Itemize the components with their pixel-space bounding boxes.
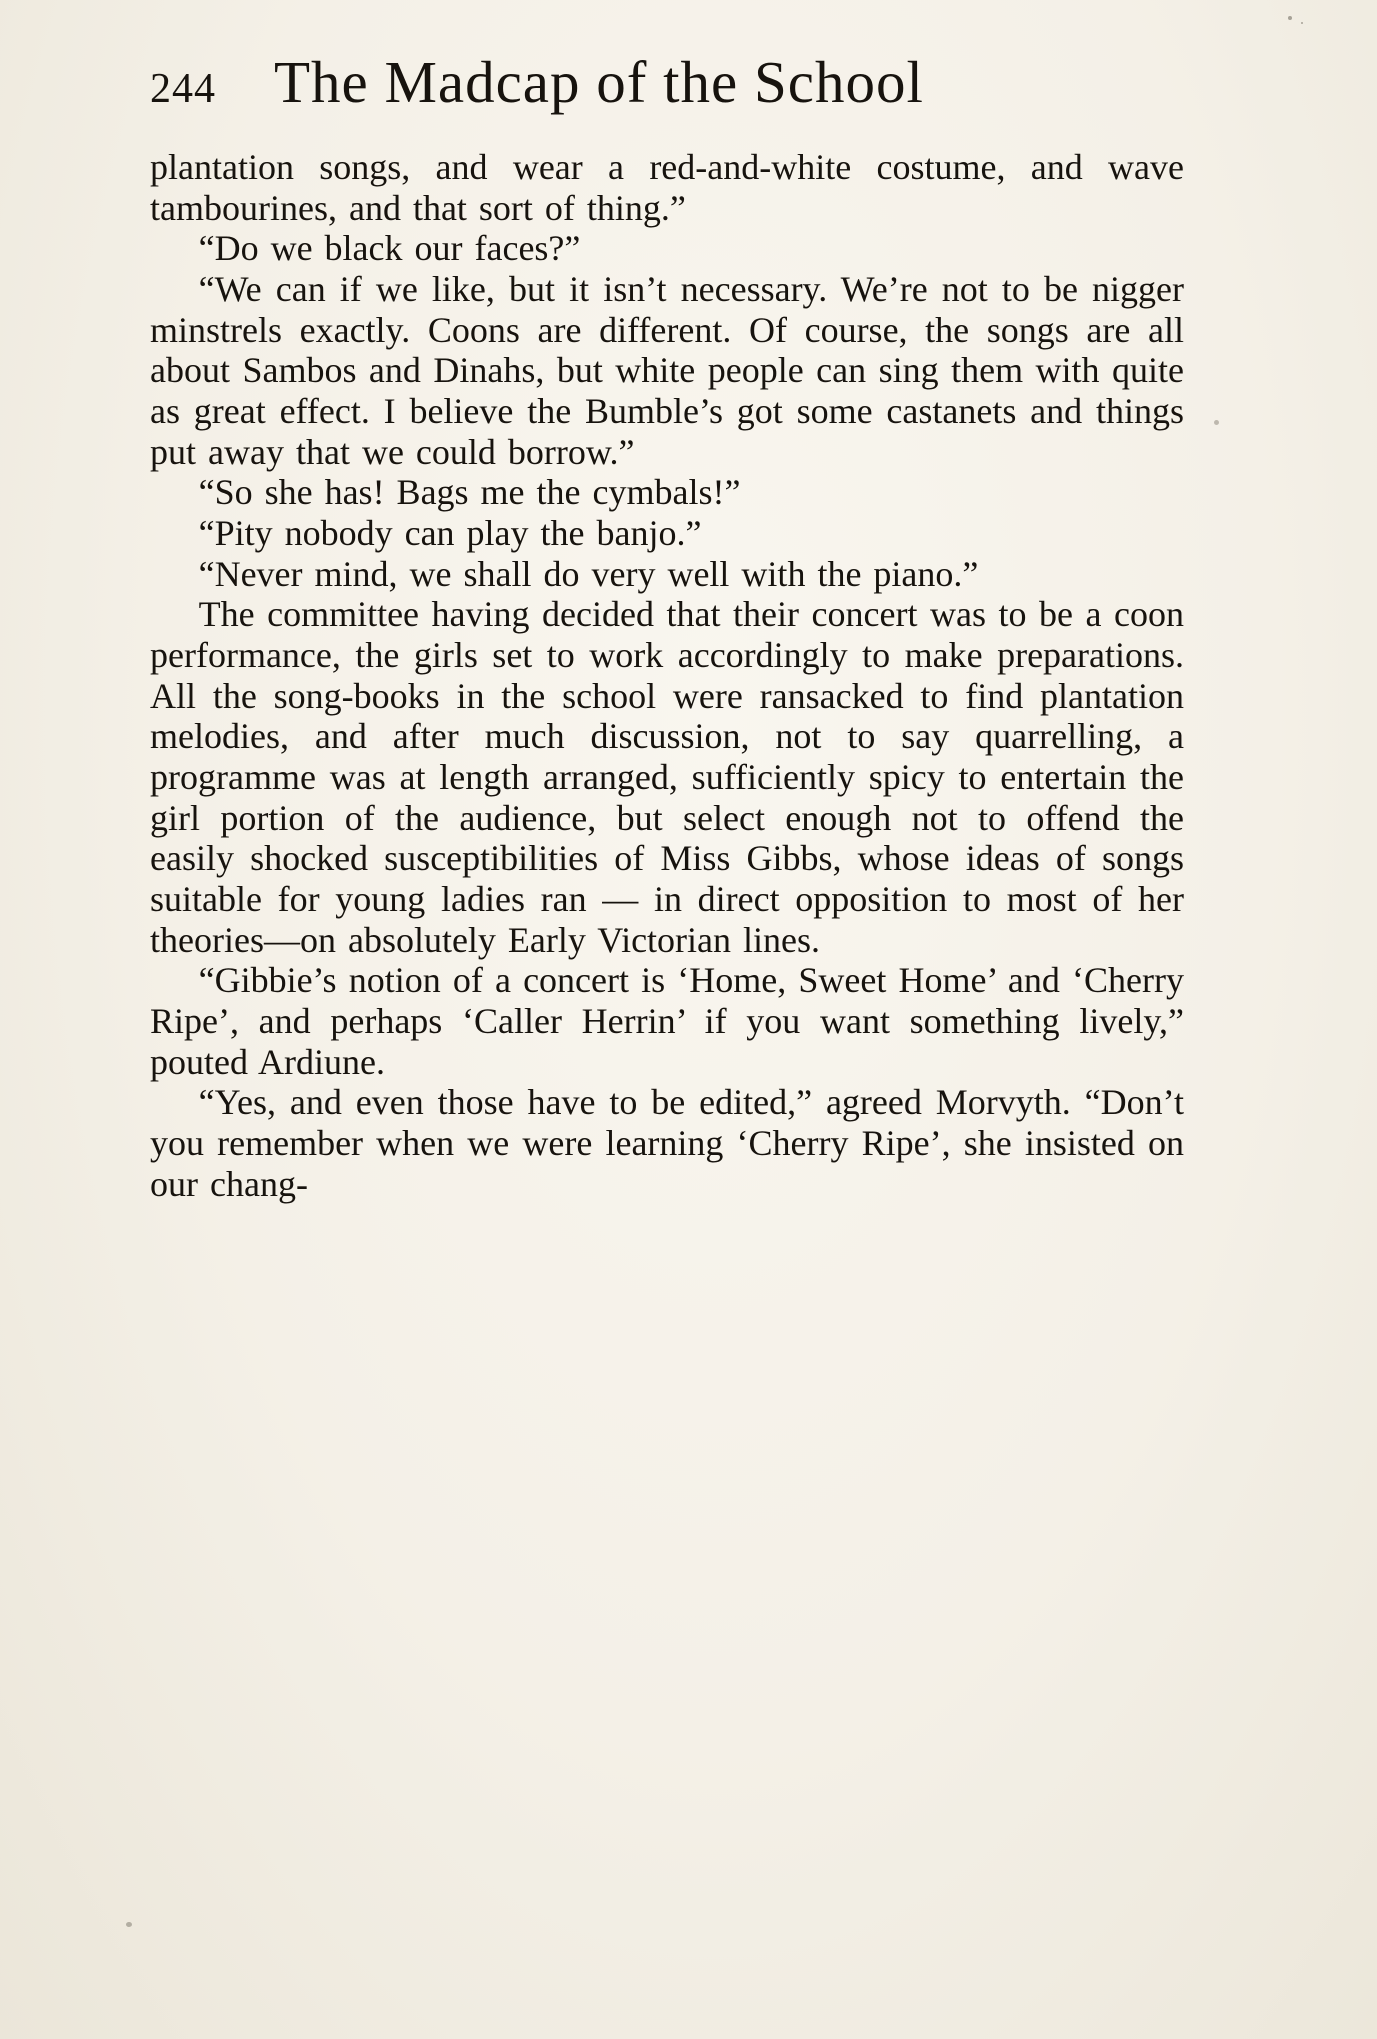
paragraph: “Never mind, we shall do very well with the piano.” (198, 553, 979, 594)
paragraph: “So she has! Bags me the cymbals!” (198, 472, 741, 513)
text-block (150, 48, 1184, 1204)
page-title: The Madcap of the School (274, 49, 924, 115)
paragraph: “Do we black our faces?” (198, 228, 581, 269)
scan-artifact (1214, 420, 1219, 425)
scan-artifact (126, 1922, 132, 1927)
paragraph: The committee having decided that their concert was to be a coon performance, the girls set to work accordingly to make preparations. All the song-books in the school were ransacked to find plantation melodies, and after much discussion, not to say quarrelling, a programme was at length arranged, sufficiently spicy to entertain the girl portion of the audience, but select enough not to offend the easily shocked susceptibilities of Miss Gibbs, whose ideas of songs suitable for young ladies ran — in direct opposition to most of her theories—on absolutely Early Victorian lines. (150, 594, 1184, 960)
page-header (150, 48, 1184, 117)
paragraph: “Yes, and even those have to be edited,” agreed Morvyth. “Don’t you remember when we were learning ‘Cherry Ripe’, she insisted on our chang- (150, 1082, 1184, 1204)
page-number: 244 (150, 66, 216, 112)
paragraph: plantation songs, and wear a red-and-white costume, and wave tambourines, and that sort of thing.” (150, 147, 1184, 228)
paragraph: “We can if we like, but it isn’t necessary. We’re not to be nigger minstrels exactly. Coons are different. Of course, the songs are all about Sambos and Dinahs, but white people can sing them with quite as great effect. I believe the Bumble’s got some castanets and things put away that we could borrow.” (150, 269, 1184, 472)
scan-artifact (1288, 16, 1292, 20)
paragraph: “Pity nobody can play the banjo.” (198, 513, 702, 554)
paragraph: “Gibbie’s notion of a concert is ‘Home, Sweet Home’ and ‘Cherry Ripe’, and perhaps ‘Caller Herrin’ if you want something lively,” pouted Ardiune. (150, 960, 1184, 1082)
page-body (150, 147, 1184, 1204)
